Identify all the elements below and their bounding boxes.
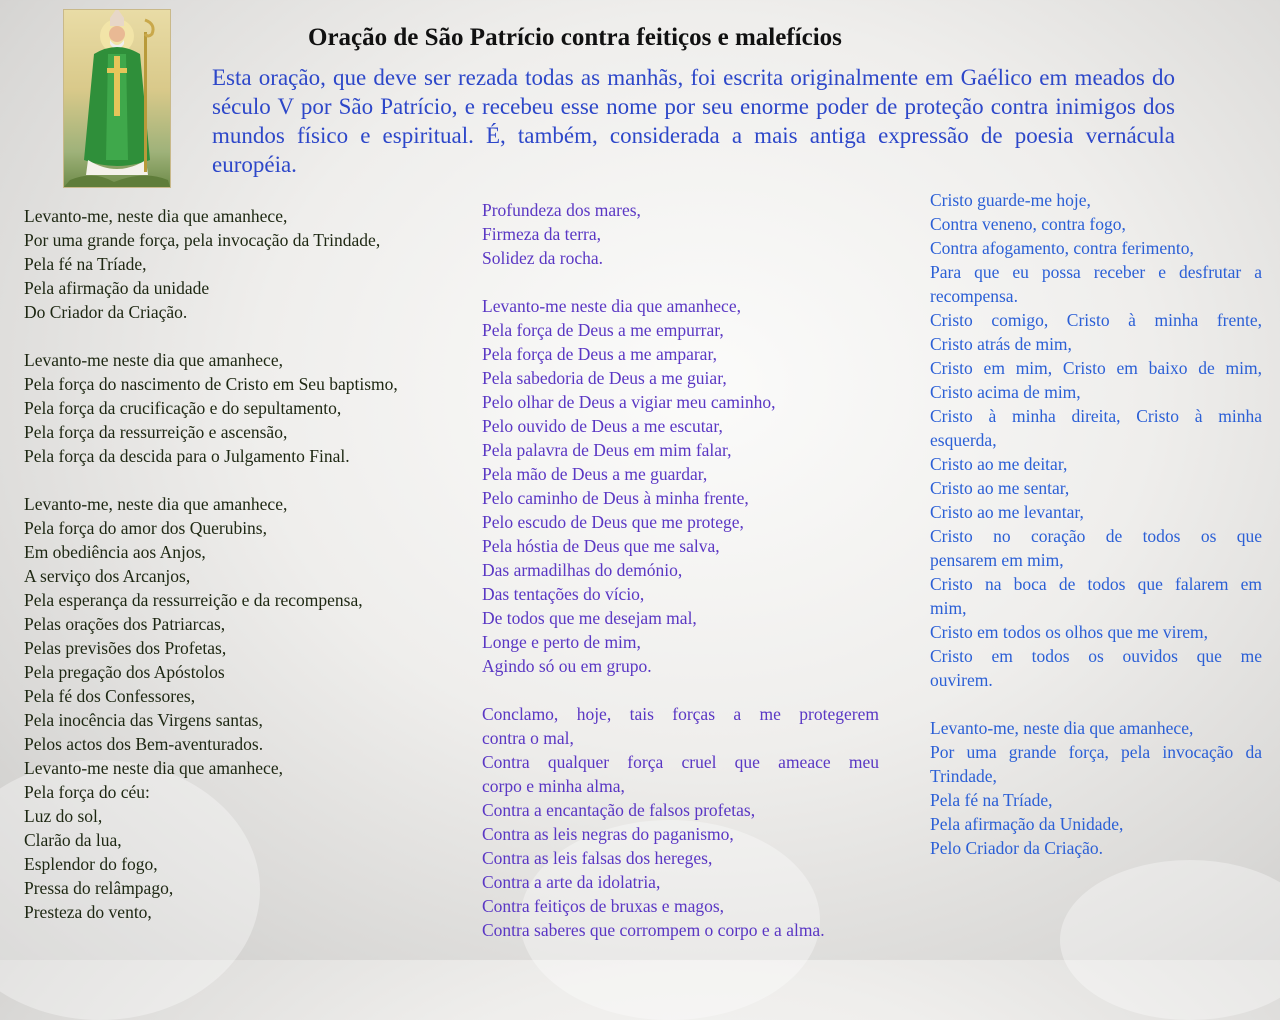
verse-line: Pela força do céu: — [24, 782, 150, 802]
verse-line: Contra as leis falsas dos hereges, — [482, 848, 713, 868]
verse-line: mim, — [930, 598, 967, 618]
verse-line: Pelas previsões dos Profetas, — [24, 638, 227, 658]
verse-line: A serviço dos Arcanjos, — [24, 566, 191, 586]
verse-line: Contra afogamento, contra ferimento, — [930, 238, 1194, 258]
verse-line: Das armadilhas do demónio, — [482, 560, 683, 580]
verse-line: Contra qualquer força cruel que ameace meu — [482, 752, 879, 772]
verse-line: Cristo comigo, Cristo à minha frente, — [930, 310, 1262, 330]
verse-line: ouvirem. — [930, 670, 993, 690]
stanza-gap — [482, 270, 879, 294]
verse-line: Pela afirmação da unidade — [24, 278, 210, 298]
verse-line: Pela sabedoria de Deus a me guiar, — [482, 368, 727, 388]
stanza-gap — [482, 678, 879, 702]
verse-line: Levanto-me neste dia que amanhece, — [24, 350, 283, 370]
verse-line: Pelo Criador da Criação. — [930, 838, 1104, 858]
prayer-column-2 — [482, 198, 879, 942]
verse-line: Pelas orações dos Patriarcas, — [24, 614, 226, 634]
verse-line: Pela força do nascimento de Cristo em Seu baptismo, — [24, 374, 398, 394]
prayer-column-1 — [24, 204, 464, 924]
verse-line: Por uma grande força, pela invocação da — [930, 742, 1262, 762]
saint-patrick-image — [63, 9, 171, 188]
verse-line: Cristo em mim, Cristo em baixo de mim, — [930, 358, 1262, 378]
verse-line: Cristo acima de mim, — [930, 382, 1081, 402]
verse-line: Cristo ao me deitar, — [930, 454, 1068, 474]
verse-line: Levanto-me, neste dia que amanhece, — [930, 718, 1194, 738]
verse-line: Pelo escudo de Deus que me protege, — [482, 512, 744, 532]
verse-line: Pela hóstia de Deus que me salva, — [482, 536, 720, 556]
verse-line: Levanto-me neste dia que amanhece, — [482, 296, 741, 316]
verse-line: esquerda, — [930, 430, 997, 450]
verse-line: Pela força da crucificação e do sepultamento, — [24, 398, 342, 418]
verse-line: Levanto-me, neste dia que amanhece, — [24, 206, 288, 226]
verse-line: Cristo em todos os ouvidos que me — [930, 646, 1262, 666]
verse-line: Profundeza dos mares, — [482, 200, 641, 220]
verse-line: Em obediência aos Anjos, — [24, 542, 206, 562]
verse-line: Cristo no coração de todos os que — [930, 526, 1262, 546]
verse-line: Pelo ouvido de Deus a me escutar, — [482, 416, 723, 436]
verse-line: Contra a arte da idolatria, — [482, 872, 661, 892]
verse-line: Pelo caminho de Deus à minha frente, — [482, 488, 749, 508]
verse-line: Pela pregação dos Apóstolos — [24, 662, 225, 682]
verse-line: Contra veneno, contra fogo, — [930, 214, 1126, 234]
verse-line: Pela palavra de Deus em mim falar, — [482, 440, 732, 460]
verse-line: De todos que me desejam mal, — [482, 608, 697, 628]
verse-line: Pela força de Deus a me amparar, — [482, 344, 717, 364]
verse-line: Longe e perto de mim, — [482, 632, 641, 652]
verse-line: Pela força de Deus a me empurrar, — [482, 320, 724, 340]
verse-line: Clarão da lua, — [24, 830, 122, 850]
verse-line: Cristo atrás de mim, — [930, 334, 1072, 354]
stanza-gap — [24, 324, 464, 348]
verse-line: Cristo guarde-me hoje, — [930, 190, 1091, 210]
verse-line: Cristo em todos os olhos que me virem, — [930, 622, 1209, 642]
verse-line: Pressa do relâmpago, — [24, 878, 174, 898]
prayer-column-3 — [930, 188, 1262, 860]
verse-line: Pela inocência das Virgens santas, — [24, 710, 263, 730]
verse-line: recompensa. — [930, 286, 1018, 306]
intro-paragraph: Esta oração, que deve ser rezada todas as manhãs, foi escrita originalmente em Gaélico em meados do século V por São Patrício, e recebeu esse nome por seu enorme poder de proteção contra inimigos dos mundos físico e espiritual. É, também, considerada a mais antiga expressão de poesia vernácula européia. — [212, 65, 1175, 177]
verse-line: Trindade, — [930, 766, 997, 786]
verse-line: Para que eu possa receber e desfrutar a — [930, 262, 1262, 282]
verse-line: Contra feitiços de bruxas e magos, — [482, 896, 725, 916]
verse-line: Conclamo, hoje, tais forças a me protegerem — [482, 704, 879, 724]
verse-line: Pela esperança da ressurreição e da recompensa, — [24, 590, 363, 610]
verse-line: Pela força da ressurreição e ascensão, — [24, 422, 288, 442]
verse-line: Esplendor do fogo, — [24, 854, 158, 874]
verse-line: Levanto-me neste dia que amanhece, — [24, 758, 283, 778]
verse-line: Pela afirmação da Unidade, — [930, 814, 1124, 834]
verse-line: Do Criador da Criação. — [24, 302, 188, 322]
verse-line: Pela fé na Tríade, — [24, 254, 147, 274]
verse-line: Luz do sol, — [24, 806, 103, 826]
verse-line: Contra saberes que corrompem o corpo e a alma. — [482, 920, 825, 940]
verse-line: corpo e minha alma, — [482, 776, 625, 796]
verse-line: Cristo ao me levantar, — [930, 502, 1084, 522]
verse-line: Contra a encantação de falsos profetas, — [482, 800, 756, 820]
verse-line: Cristo à minha direita, Cristo à minha — [930, 406, 1262, 426]
verse-line: pensarem em mim, — [930, 550, 1064, 570]
verse-line: Pelos actos dos Bem-aventurados. — [24, 734, 264, 754]
verse-line: Pela força da descida para o Julgamento Final. — [24, 446, 350, 466]
verse-line: Presteza do vento, — [24, 902, 152, 922]
verse-line: Pelo olhar de Deus a vigiar meu caminho, — [482, 392, 776, 412]
verse-line: Cristo na boca de todos que falarem em — [930, 574, 1262, 594]
stanza-gap — [24, 468, 464, 492]
verse-line: Levanto-me, neste dia que amanhece, — [24, 494, 288, 514]
verse-line: Contra as leis negras do paganismo, — [482, 824, 734, 844]
verse-line: Por uma grande força, pela invocação da Trindade, — [24, 230, 381, 250]
verse-line: Solidez da rocha. — [482, 248, 603, 268]
verse-line: Cristo ao me sentar, — [930, 478, 1070, 498]
stanza-gap — [930, 692, 1262, 716]
verse-line: Pela fé na Tríade, — [930, 790, 1053, 810]
verse-line: Pela força do amor dos Querubins, — [24, 518, 267, 538]
verse-line: contra o mal, — [482, 728, 574, 748]
verse-line: Agindo só ou em grupo. — [482, 656, 652, 676]
verse-line: Das tentações do vício, — [482, 584, 645, 604]
page-title: Oração de São Patrício contra feitiços e malefícios — [308, 24, 842, 51]
verse-line: Pela mão de Deus a me guardar, — [482, 464, 708, 484]
verse-line: Pela fé dos Confessores, — [24, 686, 196, 706]
background-decoration — [1060, 860, 1280, 1020]
saint-figure-illustration — [64, 10, 170, 187]
verse-line: Firmeza da terra, — [482, 224, 602, 244]
